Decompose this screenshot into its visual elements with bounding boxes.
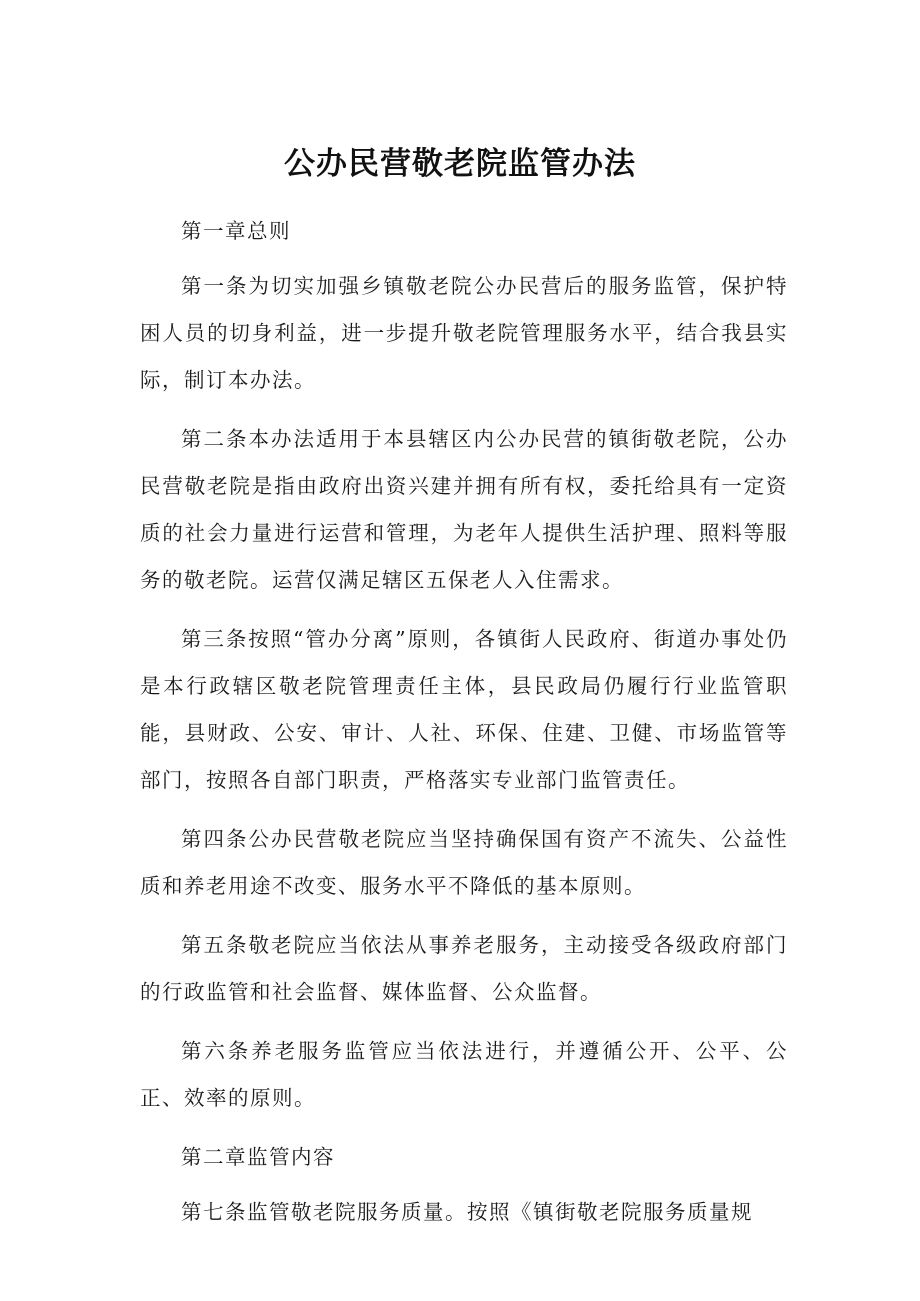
document-body (140, 208, 788, 1248)
article-paragraph: 第五条敬老院应当依法从事养老服务，主动接受各级政府部门的行政监管和社会监督、媒体监督、公众监督。 (140, 933, 788, 1004)
article-paragraph: 第四条公办民营敬老院应当坚持确保国有资产不流失、公益性质和养老用途不改变、服务水平不降低的基本原则。 (140, 827, 788, 898)
article-paragraph: 第一条为切实加强乡镇敬老院公办民营后的服务监管，保护特困人员的切身利益，进一步提升敬老院管理服务水平，结合我县实际，制订本办法。 (140, 274, 788, 392)
article-paragraph: 第三条按照“管办分离”原则，各镇街人民政府、街道办事处仍是本行政辖区敬老院管理责任主体，县民政局仍履行行业监管职能，县财政、公安、审计、人社、环保、住建、卫健、市场监管等部门，按照各自部门职责，严格落实专业部门监管责任。 (140, 627, 788, 792)
article-paragraph: 第七条监管敬老院服务质量。按照《镇街敬老院服务质量规 (181, 1200, 753, 1224)
chapter-heading: 第二章监管内容 (181, 1145, 335, 1169)
document-title: 公办民营敬老院监管办法 (284, 146, 636, 182)
article-paragraph: 第二条本办法适用于本县辖区内公办民营的镇街敬老院，公办民营敬老院是指由政府出资兴建并拥有所有权，委托给具有一定资质的社会力量进行运营和管理，为老年人提供生活护理、照料等服务的敬老院。运营仅满足辖区五保老人入住需求。 (140, 427, 788, 592)
article-paragraph: 第六条养老服务监管应当依法进行，并遵循公开、公平、公正、效率的原则。 (140, 1039, 788, 1110)
chapter-heading: 第一章总则 (181, 219, 291, 243)
